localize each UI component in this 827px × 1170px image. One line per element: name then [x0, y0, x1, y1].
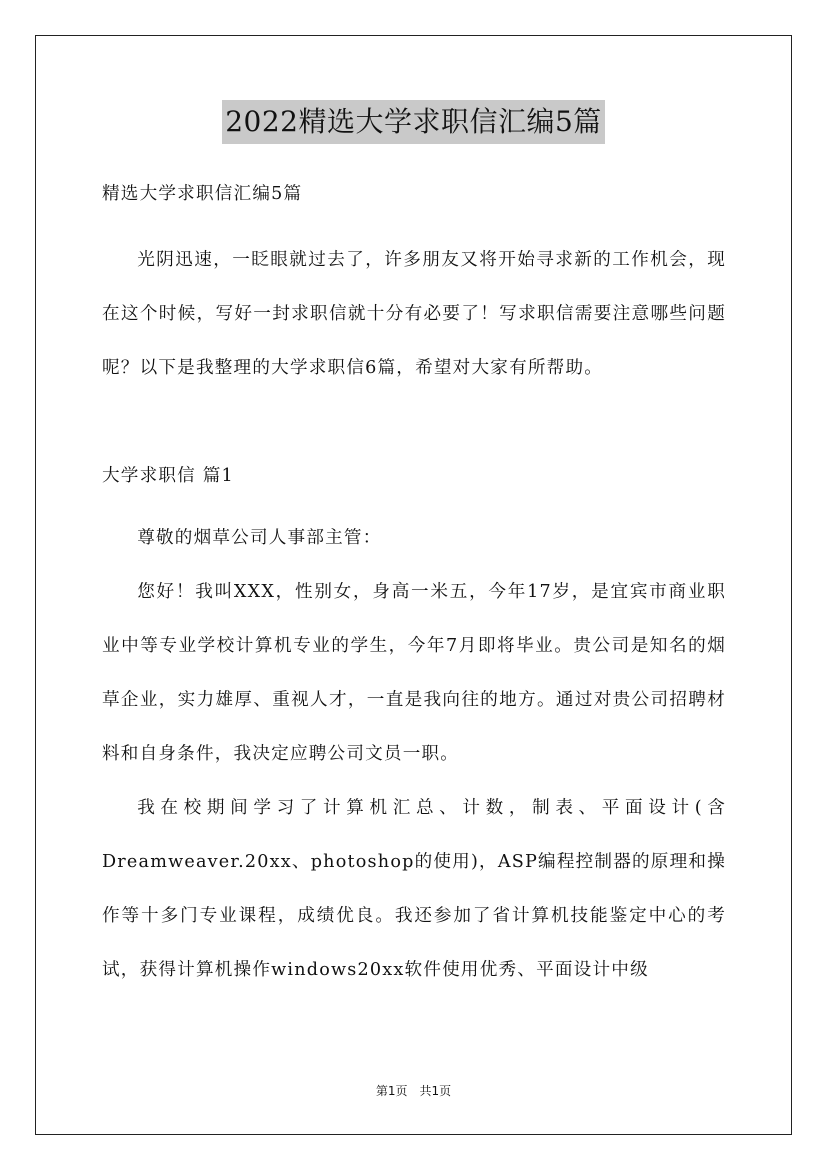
document-subtitle: 精选大学求职信汇编5篇: [102, 184, 303, 204]
document-title: 2022精选大学求职信汇编5篇: [222, 100, 605, 144]
intro-paragraph: 光阴迅速，一眨眼就过去了，许多朋友又将开始寻求新的工作机会，现在这个时候，写好一封求职信就十分有必要了！写求职信需要注意哪些问题呢？以下是我整理的大学求职信6篇，希望对大家有所帮助。: [102, 250, 726, 378]
body-paragraph: 您好！我叫XXX，性别女，身高一米五，今年17岁，是宜宾市商业职业中等专业学校计算机专业的学生，今年7月即将毕业。贵公司是知名的烟草企业，实力雄厚、重视人才，一直是我向往的地方。通过对贵公司招聘材料和自身条件，我决定应聘公司文员一职。: [102, 582, 726, 764]
body-paragraph: 我在校期间学习了计算机汇总、计数，制表、平面设计(含Dreamweaver.20xx、photoshop的使用)，ASP编程控制器的原理和操作等十多门专业课程，成绩优良。我还参加了省计算机技能鉴定中心的考试，获得计算机操作windows20xx软件使用优秀、平面设计中级: [102, 798, 726, 980]
title-container: [0, 100, 827, 144]
section-heading: 大学求职信 篇1: [102, 466, 234, 486]
salutation: 尊敬的烟草公司人事部主管：: [137, 528, 382, 548]
page-number: 第1页 共1页: [375, 1084, 452, 1098]
document-body: [102, 175, 726, 997]
